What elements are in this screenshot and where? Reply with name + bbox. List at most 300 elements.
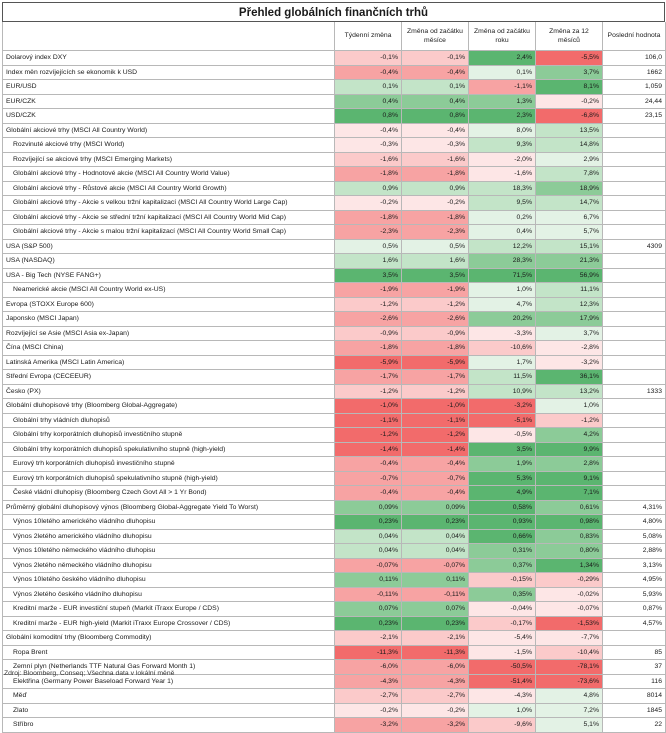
table-body bbox=[3, 51, 666, 733]
value-cell: -1,6% bbox=[402, 152, 469, 167]
value-cell: -3,2% bbox=[536, 355, 603, 370]
table-row bbox=[3, 399, 666, 414]
value-cell: 0,11% bbox=[402, 573, 469, 588]
last-value-cell: 2,88% bbox=[603, 544, 666, 559]
value-cell: -1,6% bbox=[469, 167, 536, 182]
table-row bbox=[3, 109, 666, 124]
table-row bbox=[3, 254, 666, 269]
row-label: Kreditní marže - EUR investiční stupeň (Markit iTraxx Europe / CDS) bbox=[3, 602, 335, 617]
value-cell: 12,3% bbox=[536, 297, 603, 312]
value-cell: 0,23% bbox=[335, 515, 402, 530]
value-cell: -5,9% bbox=[335, 355, 402, 370]
last-value-cell: 4,95% bbox=[603, 573, 666, 588]
value-cell: -2,3% bbox=[335, 225, 402, 240]
table-row bbox=[3, 471, 666, 486]
row-label: Globální trhy vládních dluhopisů bbox=[3, 413, 335, 428]
value-cell: -2,1% bbox=[335, 631, 402, 646]
table-row bbox=[3, 529, 666, 544]
row-label: Střední Evropa (CECEEUR) bbox=[3, 370, 335, 385]
value-cell: 0,07% bbox=[335, 602, 402, 617]
last-value-cell: 1845 bbox=[603, 703, 666, 718]
value-cell: 0,37% bbox=[469, 558, 536, 573]
row-label: Globální dluhopisové trhy (Bloomberg Global-Aggregate) bbox=[3, 399, 335, 414]
table-row bbox=[3, 341, 666, 356]
row-label: Čína (MSCI China) bbox=[3, 341, 335, 356]
value-cell: -1,2% bbox=[402, 384, 469, 399]
value-cell: 1,9% bbox=[469, 457, 536, 472]
table-row bbox=[3, 558, 666, 573]
value-cell: 8,0% bbox=[469, 123, 536, 138]
value-cell: -0,2% bbox=[335, 196, 402, 211]
value-cell: 0,4% bbox=[469, 225, 536, 240]
value-cell: -1,0% bbox=[335, 399, 402, 414]
value-cell: 13,5% bbox=[536, 123, 603, 138]
value-cell: -0,4% bbox=[335, 457, 402, 472]
last-value-cell bbox=[603, 457, 666, 472]
last-value-cell: 106,0 bbox=[603, 51, 666, 66]
row-label: USA (S&P 500) bbox=[3, 239, 335, 254]
value-cell: 9,3% bbox=[469, 138, 536, 153]
value-cell: 13,2% bbox=[536, 384, 603, 399]
last-value-cell: 5,08% bbox=[603, 529, 666, 544]
value-cell: 9,1% bbox=[536, 471, 603, 486]
value-cell: -2,0% bbox=[469, 152, 536, 167]
value-cell: 0,1% bbox=[469, 65, 536, 80]
value-cell: 71,5% bbox=[469, 268, 536, 283]
value-cell: -1,8% bbox=[402, 210, 469, 225]
value-cell: 0,83% bbox=[536, 529, 603, 544]
value-cell: -5,5% bbox=[536, 51, 603, 66]
value-cell: 0,31% bbox=[469, 544, 536, 559]
value-cell: -0,07% bbox=[402, 558, 469, 573]
last-value-cell bbox=[603, 370, 666, 385]
value-cell: 0,4% bbox=[335, 94, 402, 109]
value-cell: 12,2% bbox=[469, 239, 536, 254]
table-row bbox=[3, 515, 666, 530]
last-value-cell bbox=[603, 268, 666, 283]
last-value-cell bbox=[603, 152, 666, 167]
row-label: Ropa Brent bbox=[3, 645, 335, 660]
value-cell: -9,6% bbox=[469, 718, 536, 733]
value-cell: 0,8% bbox=[335, 109, 402, 124]
table-row bbox=[3, 355, 666, 370]
last-value-cell bbox=[603, 442, 666, 457]
value-cell: 15,1% bbox=[536, 239, 603, 254]
row-label: Zemní plyn (Netherlands TTF Natural Gas Forward Month 1) bbox=[3, 660, 335, 675]
value-cell: -0,4% bbox=[402, 123, 469, 138]
last-value-cell: 4,31% bbox=[603, 500, 666, 515]
last-value-cell: 4,80% bbox=[603, 515, 666, 530]
last-value-cell bbox=[603, 486, 666, 501]
value-cell: 18,3% bbox=[469, 181, 536, 196]
value-cell: 0,23% bbox=[402, 616, 469, 631]
value-cell: 0,09% bbox=[335, 500, 402, 515]
row-label: Výnos 10letého německého vládního dluhopisu bbox=[3, 544, 335, 559]
last-value-cell: 1662 bbox=[603, 65, 666, 80]
value-cell: 7,2% bbox=[536, 703, 603, 718]
row-label: Globální komoditní trhy (Bloomberg Commodity) bbox=[3, 631, 335, 646]
value-cell: 0,9% bbox=[402, 181, 469, 196]
value-cell: -0,3% bbox=[402, 138, 469, 153]
last-value-cell: 116 bbox=[603, 674, 666, 689]
page-title: Přehled globálních finančních trhů bbox=[2, 2, 665, 22]
row-label: Globální trhy korporátních dluhopisů spekulativního stupně (high-yield) bbox=[3, 442, 335, 457]
value-cell: -1,8% bbox=[402, 341, 469, 356]
value-cell: 4,7% bbox=[469, 297, 536, 312]
value-cell: -1,2% bbox=[536, 413, 603, 428]
table-row bbox=[3, 428, 666, 443]
last-value-cell bbox=[603, 196, 666, 211]
table-row bbox=[3, 457, 666, 472]
value-cell: -0,07% bbox=[335, 558, 402, 573]
table-row bbox=[3, 94, 666, 109]
row-label: Česko (PX) bbox=[3, 384, 335, 399]
value-cell: -2,3% bbox=[402, 225, 469, 240]
row-label: Rozvinuté akciové trhy (MSCI World) bbox=[3, 138, 335, 153]
value-cell: -1,7% bbox=[402, 370, 469, 385]
table-row bbox=[3, 370, 666, 385]
row-label: Kreditní marže - EUR high-yield (Markit iTraxx Europe Crossover / CDS) bbox=[3, 616, 335, 631]
row-label: Globální akciové trhy - Akcie se střední tržní kapitalizací (MSCI All Country World Mid Cap) bbox=[3, 210, 335, 225]
value-cell: -78,1% bbox=[536, 660, 603, 675]
value-cell: 14,8% bbox=[536, 138, 603, 153]
value-cell: -2,6% bbox=[402, 312, 469, 327]
value-cell: -0,11% bbox=[335, 587, 402, 602]
value-cell: -0,4% bbox=[335, 123, 402, 138]
value-cell: 2,9% bbox=[536, 152, 603, 167]
row-label: České vládní dluhopisy (Bloomberg Czech Govt All > 1 Yr Bond) bbox=[3, 486, 335, 501]
value-cell: -2,7% bbox=[335, 689, 402, 704]
last-value-cell: 22 bbox=[603, 718, 666, 733]
row-label: Výnos 2letého německého vládního dluhopisu bbox=[3, 558, 335, 573]
value-cell: 1,3% bbox=[469, 94, 536, 109]
value-cell: 17,9% bbox=[536, 312, 603, 327]
value-cell: -10,4% bbox=[536, 645, 603, 660]
market-overview bbox=[2, 2, 665, 733]
table-row bbox=[3, 384, 666, 399]
table-row bbox=[3, 80, 666, 95]
value-cell: -1,2% bbox=[402, 297, 469, 312]
value-cell: -0,2% bbox=[402, 196, 469, 211]
value-cell: -0,15% bbox=[469, 573, 536, 588]
value-cell: 0,04% bbox=[335, 529, 402, 544]
value-cell: -6,8% bbox=[536, 109, 603, 124]
value-cell: -11,3% bbox=[335, 645, 402, 660]
last-value-cell: 24,44 bbox=[603, 94, 666, 109]
value-cell: 2,4% bbox=[469, 51, 536, 66]
row-label: USA - Big Tech (NYSE FANG+) bbox=[3, 268, 335, 283]
value-cell: -0,2% bbox=[402, 703, 469, 718]
value-cell: 0,11% bbox=[335, 573, 402, 588]
row-label: Index měn rozvíjejících se ekonomik k USD bbox=[3, 65, 335, 80]
last-value-cell bbox=[603, 312, 666, 327]
value-cell: 0,80% bbox=[536, 544, 603, 559]
row-label: Globální trhy korporátních dluhopisů investičního stupně bbox=[3, 428, 335, 443]
value-cell: -4,3% bbox=[469, 689, 536, 704]
value-cell: 0,5% bbox=[402, 239, 469, 254]
row-label: Globální akciové trhy (MSCI All Country World) bbox=[3, 123, 335, 138]
table-row bbox=[3, 689, 666, 704]
value-cell: 56,9% bbox=[536, 268, 603, 283]
last-value-cell bbox=[603, 399, 666, 414]
value-cell: -50,5% bbox=[469, 660, 536, 675]
header-12m-change: Změna za 12 měsíců bbox=[536, 22, 603, 51]
value-cell: 2,8% bbox=[536, 457, 603, 472]
row-label: Výnos 2letého amerického vládního dluhopisu bbox=[3, 529, 335, 544]
row-label: Stříbro bbox=[3, 718, 335, 733]
table-row bbox=[3, 225, 666, 240]
market-table bbox=[2, 22, 666, 733]
table-row bbox=[3, 602, 666, 617]
last-value-cell: 4309 bbox=[603, 239, 666, 254]
last-value-cell bbox=[603, 181, 666, 196]
header-weekly-change: Týdenní změna bbox=[335, 22, 402, 51]
value-cell: 8,1% bbox=[536, 80, 603, 95]
value-cell: 36,1% bbox=[536, 370, 603, 385]
last-value-cell: 5,93% bbox=[603, 587, 666, 602]
value-cell: 3,5% bbox=[335, 268, 402, 283]
value-cell: 14,7% bbox=[536, 196, 603, 211]
value-cell: 0,4% bbox=[402, 94, 469, 109]
last-value-cell bbox=[603, 167, 666, 182]
table-row bbox=[3, 283, 666, 298]
last-value-cell: 8014 bbox=[603, 689, 666, 704]
value-cell: -2,7% bbox=[402, 689, 469, 704]
value-cell: -0,7% bbox=[335, 471, 402, 486]
table-row bbox=[3, 413, 666, 428]
value-cell: 0,35% bbox=[469, 587, 536, 602]
table-row bbox=[3, 65, 666, 80]
value-cell: -7,7% bbox=[536, 631, 603, 646]
value-cell: -1,8% bbox=[335, 341, 402, 356]
row-label: Průměrný globální dluhopisový výnos (Bloomberg Global-Aggregate Yield To Worst) bbox=[3, 500, 335, 515]
value-cell: 2,3% bbox=[469, 109, 536, 124]
value-cell: -0,9% bbox=[402, 326, 469, 341]
table-row bbox=[3, 312, 666, 327]
table-row bbox=[3, 486, 666, 501]
value-cell: -1,7% bbox=[335, 370, 402, 385]
row-label: Zlato bbox=[3, 703, 335, 718]
value-cell: -1,2% bbox=[335, 428, 402, 443]
table-row bbox=[3, 703, 666, 718]
value-cell: -4,3% bbox=[335, 674, 402, 689]
value-cell: -0,4% bbox=[335, 65, 402, 80]
value-cell: 6,7% bbox=[536, 210, 603, 225]
value-cell: -5,1% bbox=[469, 413, 536, 428]
last-value-cell bbox=[603, 138, 666, 153]
value-cell: 11,1% bbox=[536, 283, 603, 298]
value-cell: -0,02% bbox=[536, 587, 603, 602]
value-cell: 0,9% bbox=[335, 181, 402, 196]
value-cell: -1,4% bbox=[402, 442, 469, 457]
value-cell: 9,9% bbox=[536, 442, 603, 457]
value-cell: 4,2% bbox=[536, 428, 603, 443]
row-label: USD/CZK bbox=[3, 109, 335, 124]
table-row bbox=[3, 138, 666, 153]
last-value-cell: 85 bbox=[603, 645, 666, 660]
table-row bbox=[3, 442, 666, 457]
value-cell: 20,2% bbox=[469, 312, 536, 327]
row-label: EUR/CZK bbox=[3, 94, 335, 109]
value-cell: -0,17% bbox=[469, 616, 536, 631]
value-cell: 0,1% bbox=[402, 80, 469, 95]
table-row bbox=[3, 616, 666, 631]
row-label: Neamerické akcie (MSCI All Country World ex-US) bbox=[3, 283, 335, 298]
value-cell: -1,2% bbox=[335, 384, 402, 399]
value-cell: 3,5% bbox=[402, 268, 469, 283]
row-label: Japonsko (MSCI Japan) bbox=[3, 312, 335, 327]
value-cell: 0,07% bbox=[402, 602, 469, 617]
last-value-cell: 4,57% bbox=[603, 616, 666, 631]
table-row bbox=[3, 631, 666, 646]
value-cell: -1,2% bbox=[402, 428, 469, 443]
value-cell: -1,9% bbox=[402, 283, 469, 298]
table-row bbox=[3, 239, 666, 254]
value-cell: -1,8% bbox=[402, 167, 469, 182]
last-value-cell bbox=[603, 326, 666, 341]
table-row bbox=[3, 587, 666, 602]
value-cell: 0,23% bbox=[402, 515, 469, 530]
value-cell: 0,04% bbox=[402, 529, 469, 544]
row-label: Eurový trh korporátních dluhopisů investičního stupně bbox=[3, 457, 335, 472]
last-value-cell bbox=[603, 297, 666, 312]
value-cell: -0,1% bbox=[335, 51, 402, 66]
value-cell: 1,34% bbox=[536, 558, 603, 573]
value-cell: 0,23% bbox=[335, 616, 402, 631]
last-value-cell: 1333 bbox=[603, 384, 666, 399]
last-value-cell bbox=[603, 225, 666, 240]
row-label: EUR/USD bbox=[3, 80, 335, 95]
value-cell: -6,0% bbox=[335, 660, 402, 675]
value-cell: -0,3% bbox=[335, 138, 402, 153]
value-cell: -0,2% bbox=[335, 703, 402, 718]
value-cell: 0,1% bbox=[335, 80, 402, 95]
value-cell: -1,1% bbox=[335, 413, 402, 428]
value-cell: 0,66% bbox=[469, 529, 536, 544]
row-label: USA (NASDAQ) bbox=[3, 254, 335, 269]
value-cell: 7,1% bbox=[536, 486, 603, 501]
last-value-cell bbox=[603, 471, 666, 486]
value-cell: -0,9% bbox=[335, 326, 402, 341]
last-value-cell bbox=[603, 355, 666, 370]
row-label: Eurový trh korporátních dluhopisů spekulativního stupně (high-yield) bbox=[3, 471, 335, 486]
value-cell: -1,2% bbox=[335, 297, 402, 312]
value-cell: 11,5% bbox=[469, 370, 536, 385]
last-value-cell: 3,13% bbox=[603, 558, 666, 573]
value-cell: 21,3% bbox=[536, 254, 603, 269]
table-row bbox=[3, 718, 666, 733]
value-cell: 0,04% bbox=[402, 544, 469, 559]
value-cell: 4,8% bbox=[536, 689, 603, 704]
value-cell: -2,8% bbox=[536, 341, 603, 356]
value-cell: 0,09% bbox=[402, 500, 469, 515]
header-label bbox=[3, 22, 335, 51]
last-value-cell bbox=[603, 413, 666, 428]
value-cell: -1,1% bbox=[402, 413, 469, 428]
row-label: Výnos 2letého českého vládního dluhopisu bbox=[3, 587, 335, 602]
value-cell: -1,6% bbox=[335, 152, 402, 167]
value-cell: -3,2% bbox=[469, 399, 536, 414]
last-value-cell bbox=[603, 210, 666, 225]
value-cell: 10,9% bbox=[469, 384, 536, 399]
last-value-cell bbox=[603, 254, 666, 269]
value-cell: 1,0% bbox=[469, 283, 536, 298]
last-value-cell: 37 bbox=[603, 660, 666, 675]
row-label: Rozvíjející se akciové trhy (MSCI Emerging Markets) bbox=[3, 152, 335, 167]
table-row bbox=[3, 326, 666, 341]
value-cell: -0,4% bbox=[402, 486, 469, 501]
value-cell: -0,2% bbox=[536, 94, 603, 109]
row-label: Globální akciové trhy - Hodnotové akcie (MSCI All Country World Value) bbox=[3, 167, 335, 182]
table-header-row bbox=[3, 22, 666, 51]
last-value-cell bbox=[603, 123, 666, 138]
value-cell: -1,8% bbox=[335, 210, 402, 225]
value-cell: -73,6% bbox=[536, 674, 603, 689]
row-label: Globální akciové trhy - Růstové akcie (MSCI All Country World Growth) bbox=[3, 181, 335, 196]
value-cell: 0,2% bbox=[469, 210, 536, 225]
value-cell: 0,61% bbox=[536, 500, 603, 515]
source-note: Zdroj: Bloomberg, Conseq; Všechna data v lokální měně bbox=[4, 670, 175, 677]
value-cell: -2,1% bbox=[402, 631, 469, 646]
table-row bbox=[3, 167, 666, 182]
last-value-cell bbox=[603, 631, 666, 646]
value-cell: -3,3% bbox=[469, 326, 536, 341]
value-cell: -5,4% bbox=[469, 631, 536, 646]
value-cell: -0,7% bbox=[402, 471, 469, 486]
value-cell: -0,4% bbox=[335, 486, 402, 501]
row-label: Evropa (STOXX Europe 600) bbox=[3, 297, 335, 312]
row-label: Rozvíjející se Asie (MSCI Asia ex-Japan) bbox=[3, 326, 335, 341]
value-cell: -0,29% bbox=[536, 573, 603, 588]
value-cell: -1,5% bbox=[469, 645, 536, 660]
last-value-cell bbox=[603, 428, 666, 443]
value-cell: -0,07% bbox=[536, 602, 603, 617]
value-cell: -1,53% bbox=[536, 616, 603, 631]
table-row bbox=[3, 181, 666, 196]
value-cell: -3,2% bbox=[402, 718, 469, 733]
value-cell: 1,0% bbox=[536, 399, 603, 414]
value-cell: 3,7% bbox=[536, 65, 603, 80]
value-cell: -1,9% bbox=[335, 283, 402, 298]
value-cell: -0,04% bbox=[469, 602, 536, 617]
table-row bbox=[3, 268, 666, 283]
table-row bbox=[3, 297, 666, 312]
value-cell: 9,5% bbox=[469, 196, 536, 211]
last-value-cell: 1,059 bbox=[603, 80, 666, 95]
value-cell: 4,9% bbox=[469, 486, 536, 501]
value-cell: 0,5% bbox=[335, 239, 402, 254]
value-cell: -10,6% bbox=[469, 341, 536, 356]
value-cell: 5,1% bbox=[536, 718, 603, 733]
value-cell: -51,4% bbox=[469, 674, 536, 689]
value-cell: -6,0% bbox=[402, 660, 469, 675]
last-value-cell bbox=[603, 283, 666, 298]
value-cell: 5,7% bbox=[536, 225, 603, 240]
last-value-cell bbox=[603, 341, 666, 356]
last-value-cell: 23,15 bbox=[603, 109, 666, 124]
header-last-value: Poslední hodnota bbox=[603, 22, 666, 51]
value-cell: -2,6% bbox=[335, 312, 402, 327]
table-row bbox=[3, 544, 666, 559]
value-cell: 3,7% bbox=[536, 326, 603, 341]
table-row bbox=[3, 500, 666, 515]
value-cell: 0,8% bbox=[402, 109, 469, 124]
value-cell: 7,8% bbox=[536, 167, 603, 182]
value-cell: 0,58% bbox=[469, 500, 536, 515]
value-cell: 1,6% bbox=[402, 254, 469, 269]
row-label: Latinská Amerika (MSCI Latin America) bbox=[3, 355, 335, 370]
value-cell: -3,2% bbox=[335, 718, 402, 733]
